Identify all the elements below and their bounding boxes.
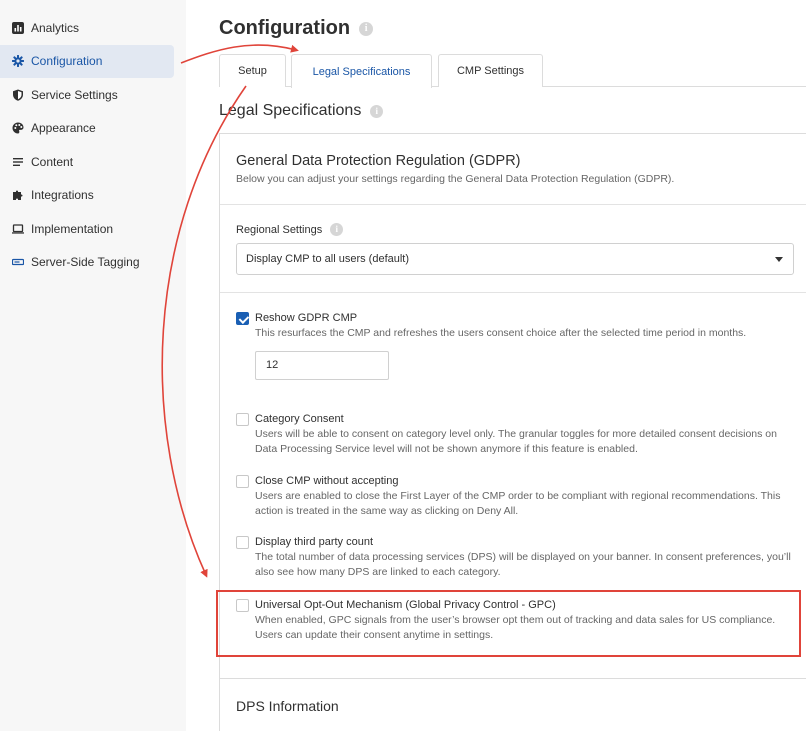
gpc-checkbox[interactable] — [236, 599, 249, 612]
puzzle-icon — [12, 189, 24, 201]
third-party-count-checkbox[interactable] — [236, 536, 249, 549]
sidebar-item-analytics[interactable] — [0, 11, 174, 45]
tab-legal-specifications[interactable]: Legal Specifications — [291, 54, 432, 88]
gdpr-card — [219, 133, 806, 731]
sidebar-item-label: Configuration — [31, 54, 103, 69]
lines-icon — [12, 156, 24, 168]
sidebar-item-service-settings[interactable] — [0, 78, 174, 112]
info-icon[interactable]: i — [359, 22, 373, 36]
dps-title: DPS Information — [236, 698, 339, 714]
tab-cmp-settings[interactable]: CMP Settings — [438, 54, 543, 87]
sidebar-item-content[interactable] — [0, 145, 174, 179]
tab-setup[interactable]: Setup — [219, 54, 286, 87]
gdpr-header — [220, 134, 806, 205]
bar-chart-icon — [12, 22, 24, 34]
regional-settings — [220, 205, 806, 293]
sidebar-item-label: Appearance — [31, 121, 96, 136]
info-icon[interactable]: i — [370, 105, 383, 118]
option-close-cmp: Close CMP without accepting Users are enabled to close the First Layer of the CMP order to be compliant with regional recommendations. This action is treated in the same way as clicking on Deny All. — [236, 474, 796, 518]
sidebar-item-label: Integrations — [31, 188, 94, 203]
sidebar-item-label: Server-Side Tagging — [31, 255, 140, 270]
section-title: Legal Specifications i — [219, 102, 383, 120]
laptop-code-icon — [12, 223, 24, 235]
sidebar-item-label: Analytics — [31, 20, 80, 35]
server-icon — [12, 256, 24, 268]
option-third-party-count: Display third party count The total number of data processing services (DPS) will be displayed on your banner. In consent preferences, you’ll also see how many DPS are linked to each category. — [236, 535, 796, 579]
close-cmp-checkbox[interactable] — [236, 475, 249, 488]
caret-down-icon — [775, 257, 783, 262]
regional-settings-select[interactable]: Display CMP to all users (default) — [236, 243, 794, 275]
sidebar-item-implementation[interactable] — [0, 212, 174, 246]
dps-card — [219, 678, 806, 731]
reshow-gdpr-cmp-checkbox[interactable] — [236, 312, 249, 325]
sidebar-item-label: Implementation — [31, 221, 114, 236]
sidebar — [0, 0, 186, 731]
option-gpc: Universal Opt-Out Mechanism (Global Privacy Control - GPC) When enabled, GPC signals from the user’s browser opt them out of tracking and data sales for US compliance. Users can update their consent anytime in settings. — [236, 598, 796, 642]
gear-icon — [12, 55, 24, 67]
gdpr-title: General Data Protection Regulation (GDPR) — [236, 153, 521, 169]
gdpr-subtitle: Below you can adjust your settings regarding the General Data Protection Regulation (GDPR). — [236, 173, 675, 185]
sidebar-item-appearance[interactable] — [0, 112, 174, 146]
info-icon[interactable]: i — [330, 223, 343, 236]
category-consent-checkbox[interactable] — [236, 413, 249, 426]
sidebar-item-integrations[interactable] — [0, 179, 174, 213]
sidebar-item-configuration[interactable] — [0, 45, 174, 79]
option-reshow-gdpr-cmp: Reshow GDPR CMP This resurfaces the CMP and refreshes the users consent choice after the selected time period in months. 12 — [236, 311, 796, 380]
page-title: Configuration i — [219, 17, 373, 40]
sidebar-item-label: Service Settings — [31, 87, 118, 102]
tab-bar — [219, 54, 806, 87]
regional-settings-label: Regional Settings i — [236, 223, 806, 236]
sidebar-item-label: Content — [31, 154, 74, 169]
sidebar-item-server-side-tagging[interactable] — [0, 246, 174, 280]
option-category-consent: Category Consent Users will be able to consent on category level only. The granular toggles for more detailed consent decisions on Data Processing Service level will not be shown anymore if this feature is enabled. — [236, 412, 796, 456]
palette-icon — [12, 122, 24, 134]
shield-icon — [12, 89, 24, 101]
reshow-months-input[interactable]: 12 — [255, 351, 389, 380]
